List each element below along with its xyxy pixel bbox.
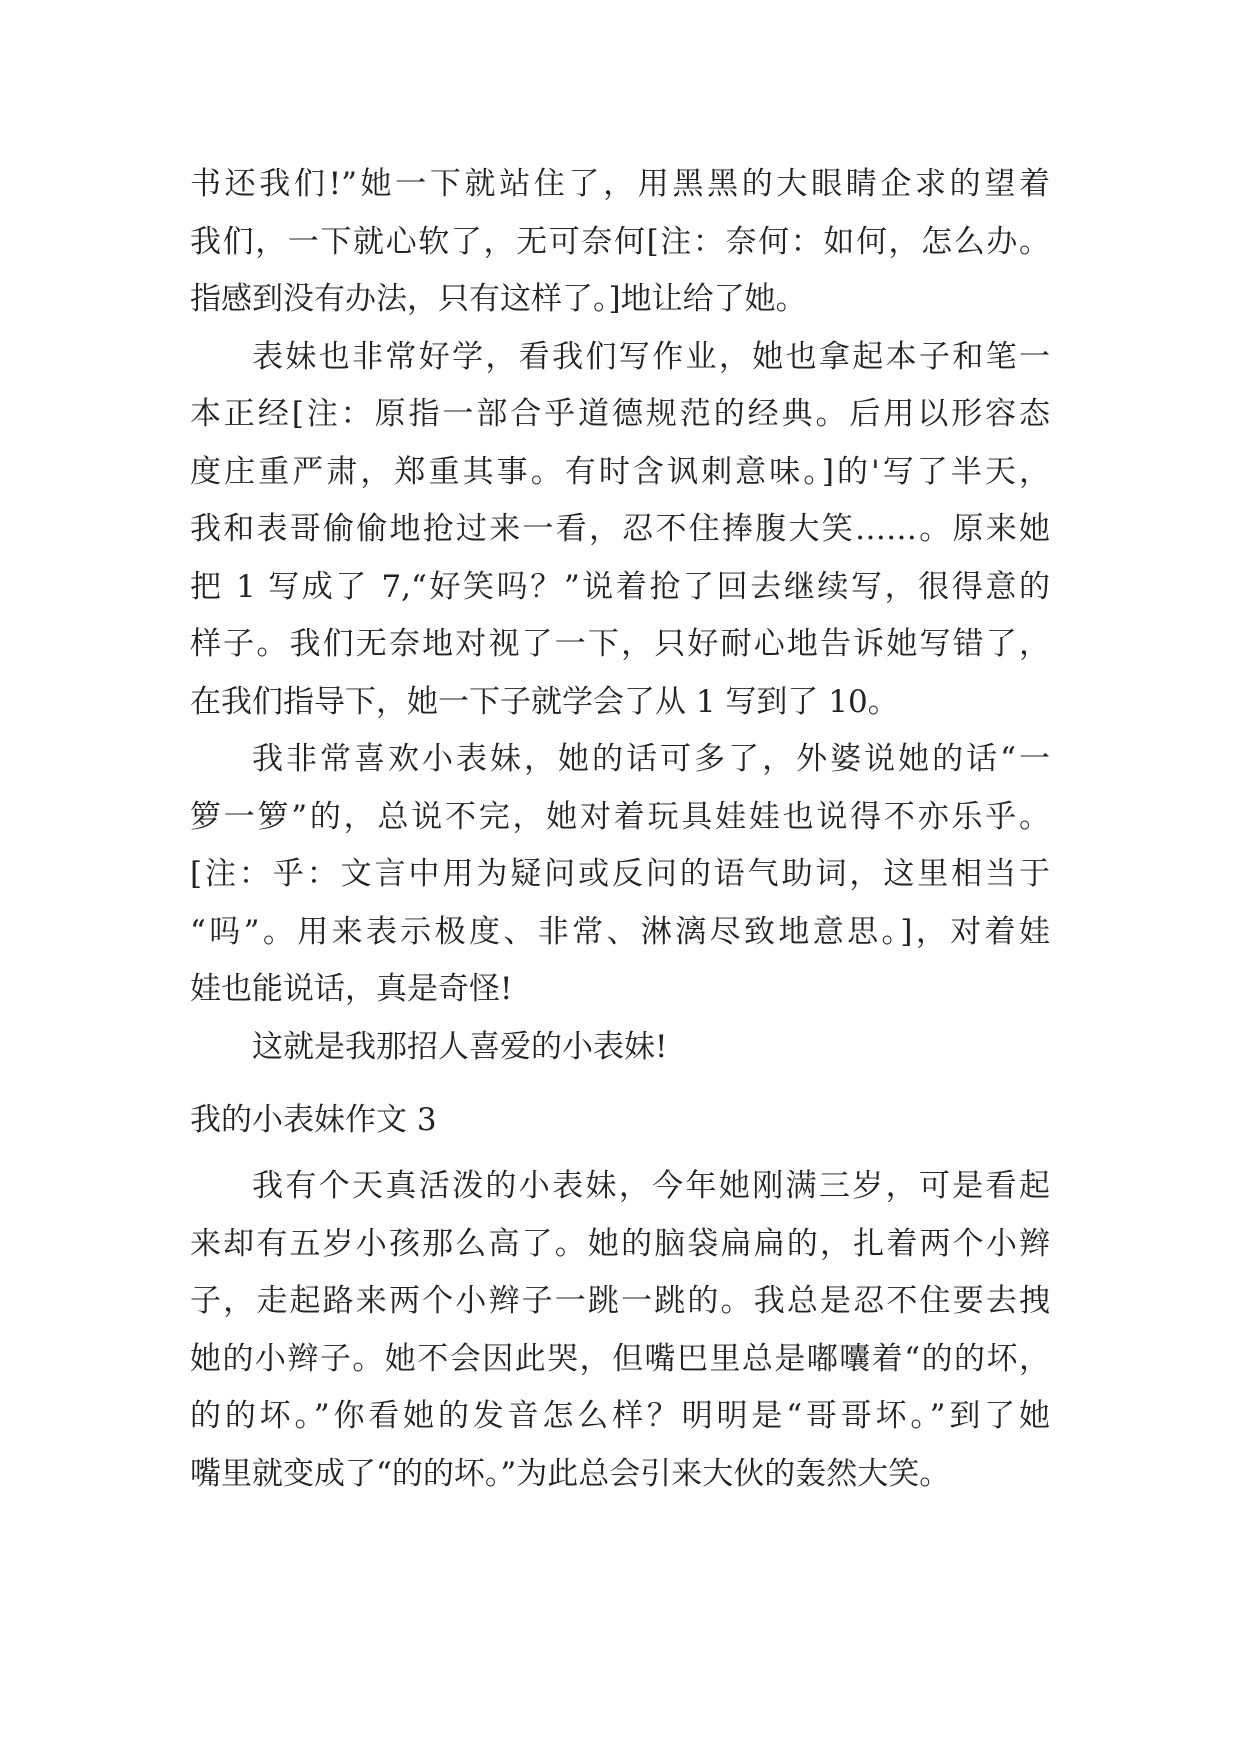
text-line: 指感到没有办法，只有这样了。]地让给了她。 xyxy=(190,281,807,317)
text-line: 子，走起路来两个小辫子一跳一跳的。我总是忍不住要去拽 xyxy=(190,1283,1050,1319)
text-line: 来却有五岁小孩那么高了。她的脑袋扁扁的，扎着两个小辫 xyxy=(190,1225,1050,1262)
section-title: 我的小表妹作文 3 xyxy=(190,1102,437,1138)
story-text-block xyxy=(190,1158,1050,1503)
text-line: 这就是我那招人喜爱的小表妹! xyxy=(252,1028,668,1065)
text-line: 表妹也非常好学，看我们写作业，她也拿起本子和笔一 xyxy=(252,338,1050,375)
text-line: 在我们指导下，她一下子就学会了从 1 写到了 10。 xyxy=(190,683,899,720)
text-line: 箩一箩”的，总说不完，她对着玩具娃娃也说得不亦乐乎。 xyxy=(190,798,1050,835)
text-line: 嘴里就变成了“的的坏。”为此总会引来大伙的轰然大笑。 xyxy=(190,1455,951,1492)
text-line: 书还我们!”她一下就站住了，用黑黑的大眼睛企求的望着 xyxy=(190,166,1050,202)
text-line: 我们，一下就心软了，无可奈何[注：奈何：如何，怎么办。 xyxy=(190,223,1050,260)
paragraph xyxy=(190,1158,1050,1503)
text-line: 度庄重严肃，郑重其事。有时含讽刺意味。]的'写了半天， xyxy=(190,453,1050,490)
paragraph xyxy=(190,156,1050,329)
text-line: 把 1 写成了 7,“好笑吗？”说着抢了回去继续写，很得意的 xyxy=(190,568,1050,605)
paragraph xyxy=(190,329,1050,732)
text-line: 她的小辫子。她不会因此哭，但嘴巴里总是嘟囔着“的的坏， xyxy=(190,1340,1050,1377)
text-line: 我有个天真活泼的小表妹，今年她刚满三岁，可是看起 xyxy=(252,1168,1050,1204)
text-line: 我非常喜欢小表妹，她的话可多了，外婆说她的话“一 xyxy=(252,741,1050,777)
paragraph xyxy=(190,731,1050,1019)
text-line: 娃也能说话，真是奇怪! xyxy=(190,971,513,1007)
paragraph xyxy=(190,1019,1050,1077)
text-line: 我和表哥偷偷地抢过来一看，忍不住捧腹大笑……。原来她 xyxy=(190,511,1050,547)
text-line: 的的坏。”你看她的发音怎么样？明明是“哥哥坏。”到了她 xyxy=(190,1398,1050,1434)
text-line: 本正经[注：原指一部合乎道德规范的经典。后用以形容态 xyxy=(190,396,1050,432)
text-line: “吗”。用来表示极度、非常、淋漓尽致地意思。]，对着娃 xyxy=(190,913,1050,950)
story-text-block xyxy=(190,156,1050,1076)
text-line: 样子。我们无奈地对视了一下，只好耐心地告诉她写错了， xyxy=(190,626,1050,662)
text-line: [注：乎：文言中用为疑问或反问的语气助词，这里相当于 xyxy=(190,856,1050,892)
